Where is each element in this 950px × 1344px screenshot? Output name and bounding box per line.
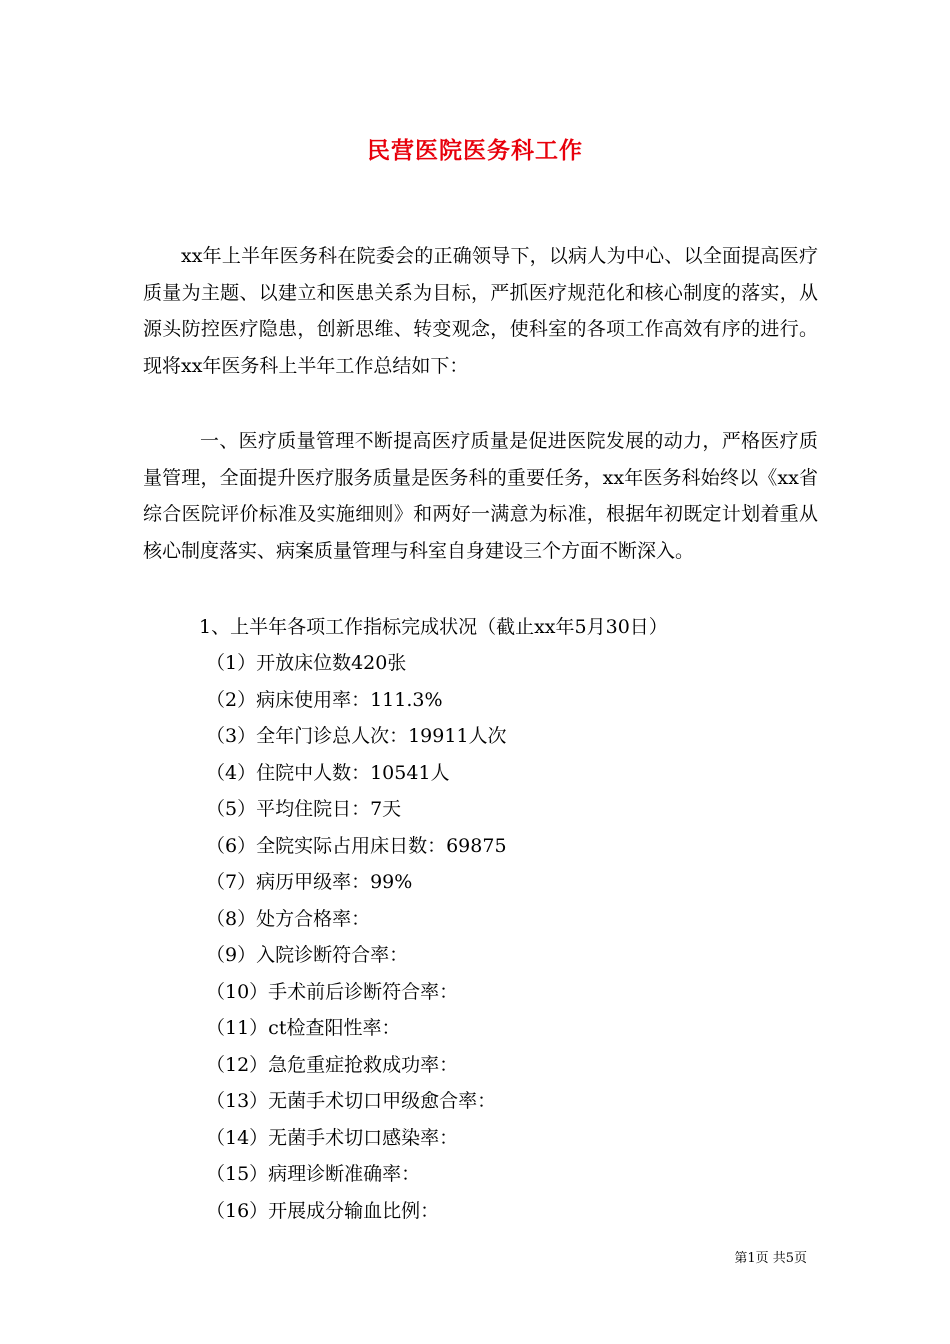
- list-item: （7）病历甲级率：99%: [206, 871, 413, 893]
- list-item: （12）急危重症抢救成功率：: [206, 1053, 459, 1076]
- section-one-paragraph: 一、医疗质量管理不断提高医疗质量是促进医院发展的动力，严格医疗质量管理，全面提升医疗服务质量是医务科的重要任务，xx年医务科始终以《xx省综合医院评价标准及实施细则》和两好一满意为标准，根据年初既定计划着重从核心制度落实、病案质量管理与科室自身建设三个方面不断深入。: [143, 430, 818, 562]
- list-item: （5）平均住院日：7天: [206, 798, 402, 820]
- list-item: （9）入院诊断符合率：: [206, 944, 409, 966]
- list-item: （14）无菌手术切口感染率：: [206, 1126, 459, 1149]
- list-item: （6）全院实际占用床日数：69875: [206, 834, 507, 857]
- list-item: （11）ct检查阳性率：: [206, 1017, 401, 1039]
- intro-paragraph: xx年上半年医务科在院委会的正确领导下，以病人为中心、以全面提高医疗质量为主题、以建立和医患关系为目标，严抓医疗规范化和核心制度的落实，从源头防控医疗隐患，创新思维、转变观念，使科室的各项工作高效有序的进行。现将xx年医务科上半年工作总结如下：: [143, 245, 818, 377]
- list-item: （2）病床使用率：111.3%: [206, 688, 443, 711]
- page-number-footer: 第1页 共5页: [734, 1251, 807, 1266]
- indicator-list: [206, 645, 507, 1229]
- list-item: （8）处方合格率：: [206, 907, 371, 930]
- list-item: （4）住院中人数：10541人: [206, 761, 450, 784]
- list-item: （10）手术前后诊断符合率：: [206, 980, 459, 1003]
- list-item: （15）病理诊断准确率：: [206, 1163, 421, 1185]
- list-item: （1）开放床位数420张: [206, 652, 407, 674]
- list-item: （3）全年门诊总人次：19911人次: [206, 725, 507, 747]
- indicators-subheading: 1、上半年各项工作指标完成状况（截止xx年5月30日）: [199, 616, 668, 638]
- list-item: （16）开展成分输血比例：: [206, 1199, 440, 1222]
- page-title: 民营医院医务科工作: [367, 137, 583, 164]
- list-item: （13）无菌手术切口甲级愈合率：: [206, 1090, 497, 1112]
